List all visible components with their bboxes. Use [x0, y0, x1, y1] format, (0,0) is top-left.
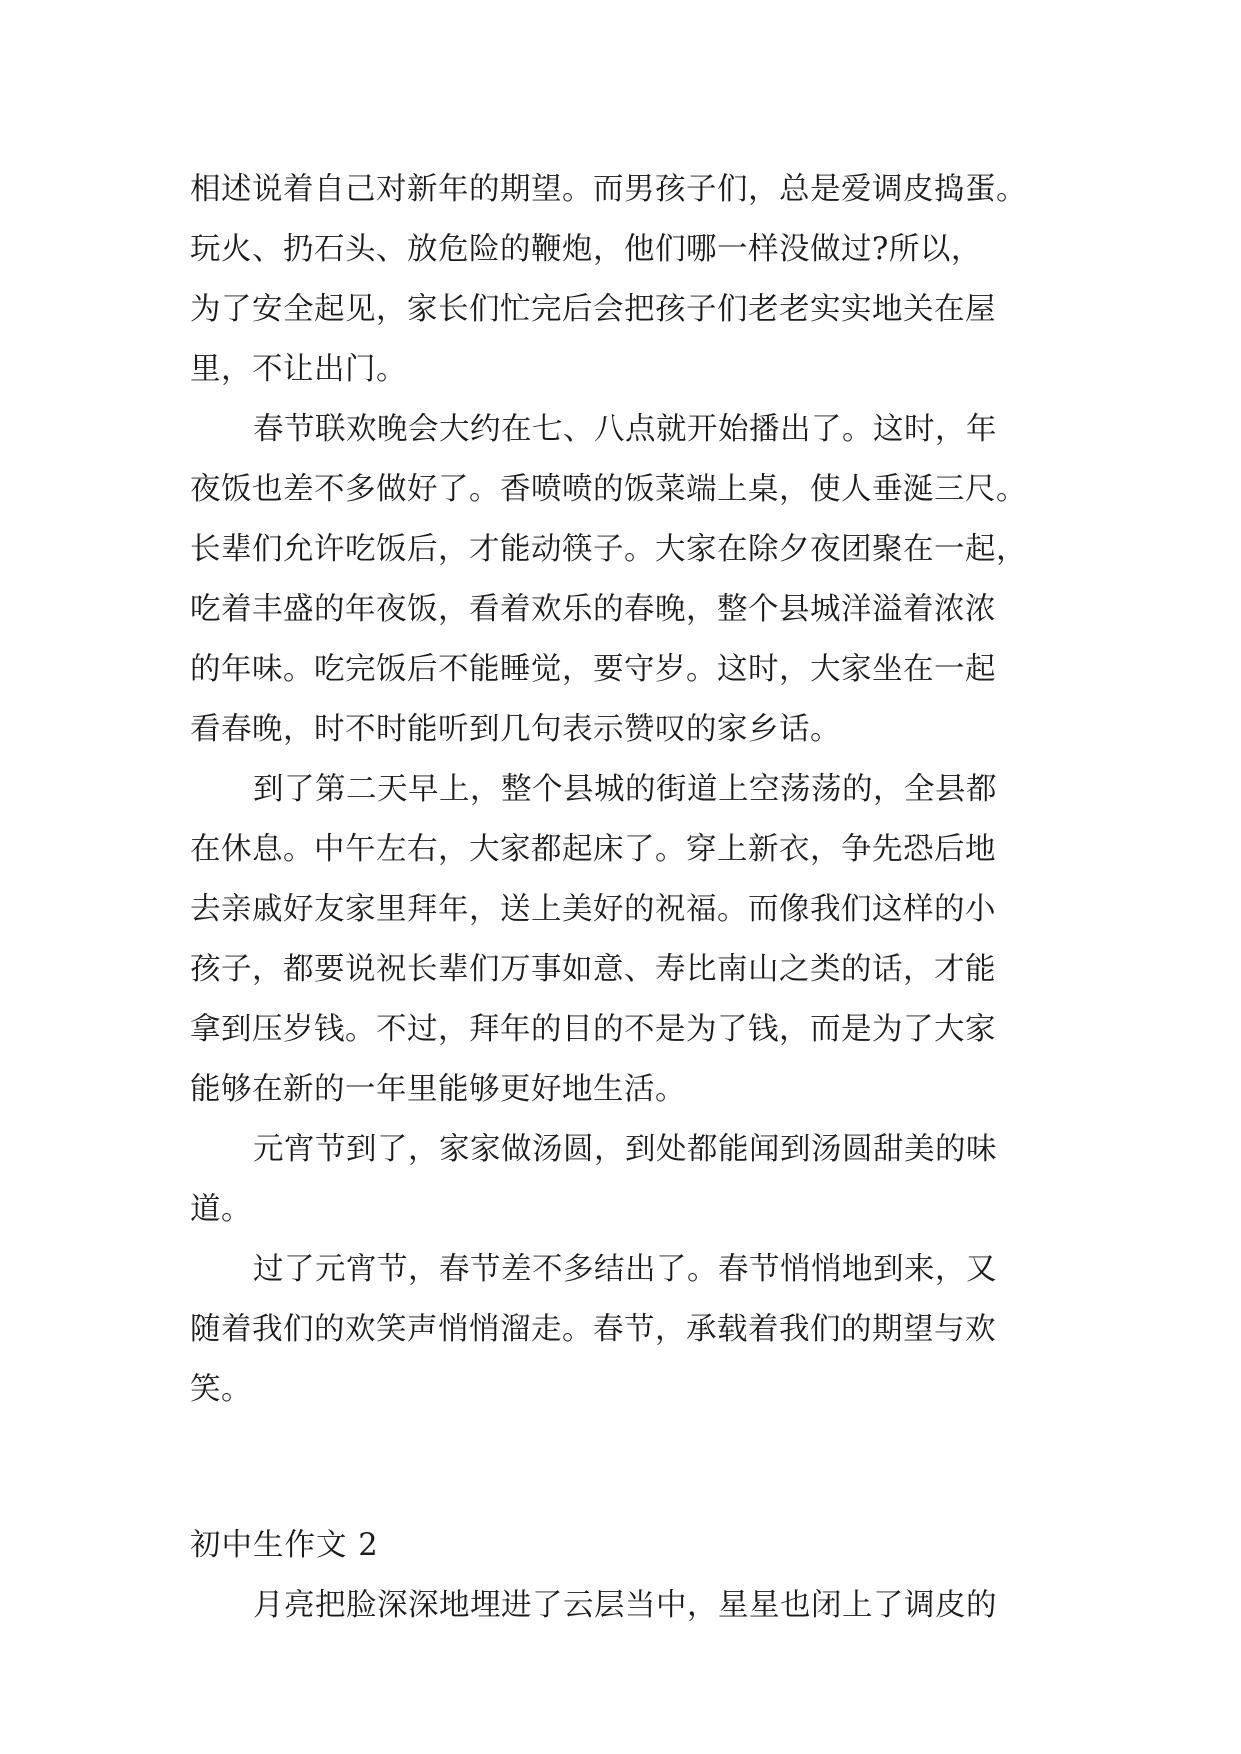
paragraph: [190, 400, 1050, 760]
text-line: 为了安全起见，家长们忙完后会把孩子们老老实实地关在屋: [190, 292, 996, 327]
paragraph: [190, 760, 1050, 1120]
text-line: 看春晚，时不时能听到几句表示赞叹的家乡话。: [190, 712, 841, 747]
text-line: 月亮把脸深深地埋进了云层当中，星星也闭上了调皮的: [253, 1588, 997, 1623]
text-line: 夜饭也差不多做好了。香喷喷的饭菜端上桌，使人垂涎三尺。: [190, 472, 1027, 507]
text-line: 能够在新的一年里能够更好地生活。: [190, 1072, 686, 1107]
text-line: 拿到压岁钱。不过，拜年的目的不是为了钱，而是为了大家: [190, 1012, 996, 1047]
text-line: 在休息。中午左右，大家都起床了。穿上新衣，争先恐后地: [190, 832, 996, 867]
text-line: 道。: [190, 1192, 252, 1227]
paragraph: [190, 160, 1050, 400]
text-line: 元宵节到了，家家做汤圆，到处都能闻到汤圆甜美的味: [253, 1132, 997, 1167]
document-body: [190, 160, 1050, 1636]
text-line: 里，不让出门。: [190, 352, 407, 387]
text-line: 过了元宵节，春节差不多结出了。春节悄悄地到来，又: [253, 1252, 997, 1287]
paragraph: [190, 1576, 1050, 1636]
text-line: 的年味。吃完饭后不能睡觉，要守岁。这时，大家坐在一起: [190, 652, 996, 687]
section-spacer: [190, 1420, 1050, 1516]
section-title: 初中生作文 2: [190, 1528, 379, 1563]
paragraph: [190, 1240, 1050, 1420]
text-line: 春节联欢晚会大约在七、八点就开始播出了。这时，年: [253, 412, 997, 447]
paragraph: [190, 1120, 1050, 1240]
text-line: 随着我们的欢笑声悄悄溜走。春节，承载着我们的期望与欢: [190, 1312, 996, 1347]
text-line: 玩火、扔石头、放危险的鞭炮，他们哪一样没做过?所以，: [190, 232, 982, 267]
text-line: 长辈们允许吃饭后，才能动筷子。大家在除夕夜团聚在一起，: [190, 532, 1027, 567]
text-line: 到了第二天早上，整个县城的街道上空荡荡的，全县都: [253, 772, 997, 807]
text-line: 笑。: [190, 1372, 252, 1407]
text-line: 孩子，都要说祝长辈们万事如意、寿比南山之类的话，才能: [190, 952, 996, 987]
text-line: 吃着丰盛的年夜饭，看着欢乐的春晚，整个县城洋溢着浓浓: [190, 592, 996, 627]
text-line: 相述说着自己对新年的期望。而男孩子们，总是爱调皮捣蛋。: [190, 172, 1027, 207]
text-line: 去亲戚好友家里拜年，送上美好的祝福。而像我们这样的小: [190, 892, 996, 927]
